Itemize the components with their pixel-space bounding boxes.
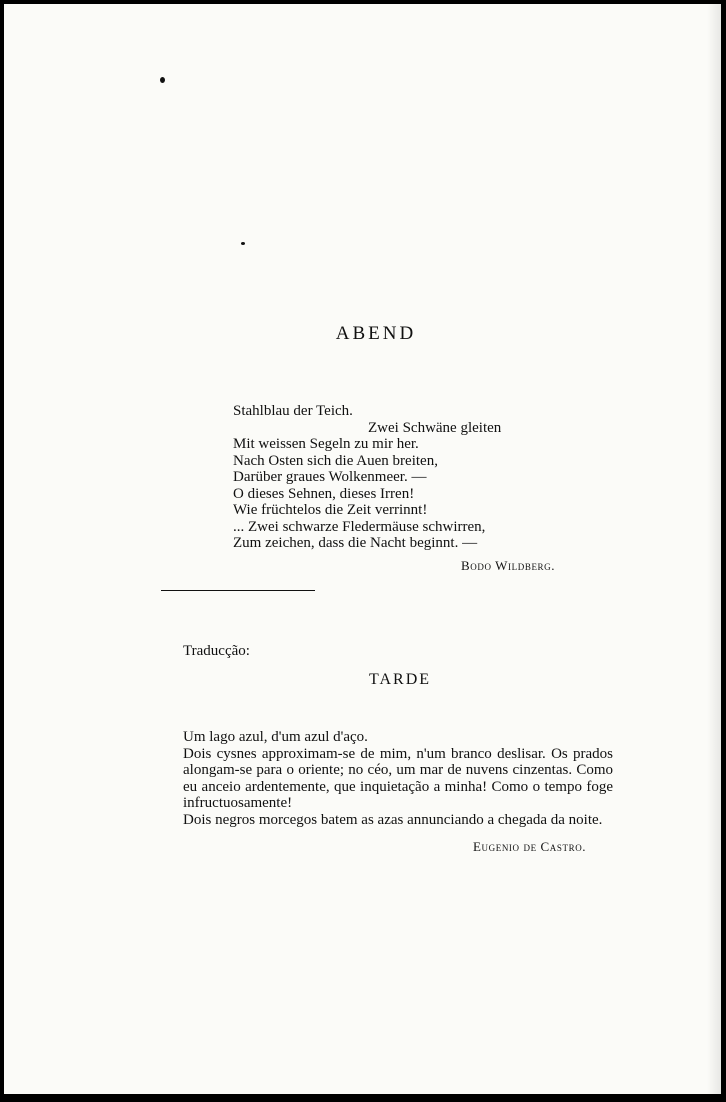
section-divider xyxy=(161,590,315,591)
poem-line: Mit weissen Segeln zu mir her. xyxy=(233,436,419,452)
prose-line: Dois negros morcegos batem as azas annunciando a chegada da noite. xyxy=(183,811,603,828)
poem-title: ABEND xyxy=(335,323,417,344)
poem-line: Zwei Schwäne gleiten xyxy=(368,419,502,436)
prose-line: infructuosamente! xyxy=(183,795,293,811)
poem-line: Nach Osten sich die Auen breiten, xyxy=(233,452,438,469)
translation-author: Eugenio de Castro. xyxy=(473,839,587,854)
translation-title: TARDE xyxy=(369,671,432,688)
poem-line: O dieses Sehnen, dieses Irren! xyxy=(233,485,415,502)
poem-line: Stahlblau der Teich. xyxy=(233,403,353,419)
prose-line: Um lago azul, d'um azul d'aço. xyxy=(183,729,368,745)
page-edge-shadow xyxy=(707,4,721,1094)
poem-line: Darüber graues Wolkenmeer. — xyxy=(233,469,427,485)
prose-line: alongam-se para o oriente; no céo, um mar de nuvens cinzentas. Como xyxy=(183,762,613,778)
translation-body xyxy=(183,729,613,828)
poem-line: ... Zwei schwarze Fledermäuse schwirren, xyxy=(233,518,486,535)
poem-line: Zum zeichen, dass die Nacht beginnt. — xyxy=(233,535,478,551)
poem-author: Bodo Wildberg. xyxy=(461,558,556,573)
poem-body xyxy=(233,403,501,552)
ink-speck xyxy=(160,77,165,83)
ink-speck xyxy=(241,242,245,245)
prose-line: eu anceio ardentemente, que inquietação a minha! Como o tempo foge xyxy=(183,778,613,795)
prose-line: Dois cysnes approximam-se de mim, n'um branco deslisar. Os prados xyxy=(183,745,613,762)
page xyxy=(4,4,721,1094)
poem-line: Wie früchtelos die Zeit verrinnt! xyxy=(233,502,428,518)
translation-label: Traducção: xyxy=(183,643,250,659)
